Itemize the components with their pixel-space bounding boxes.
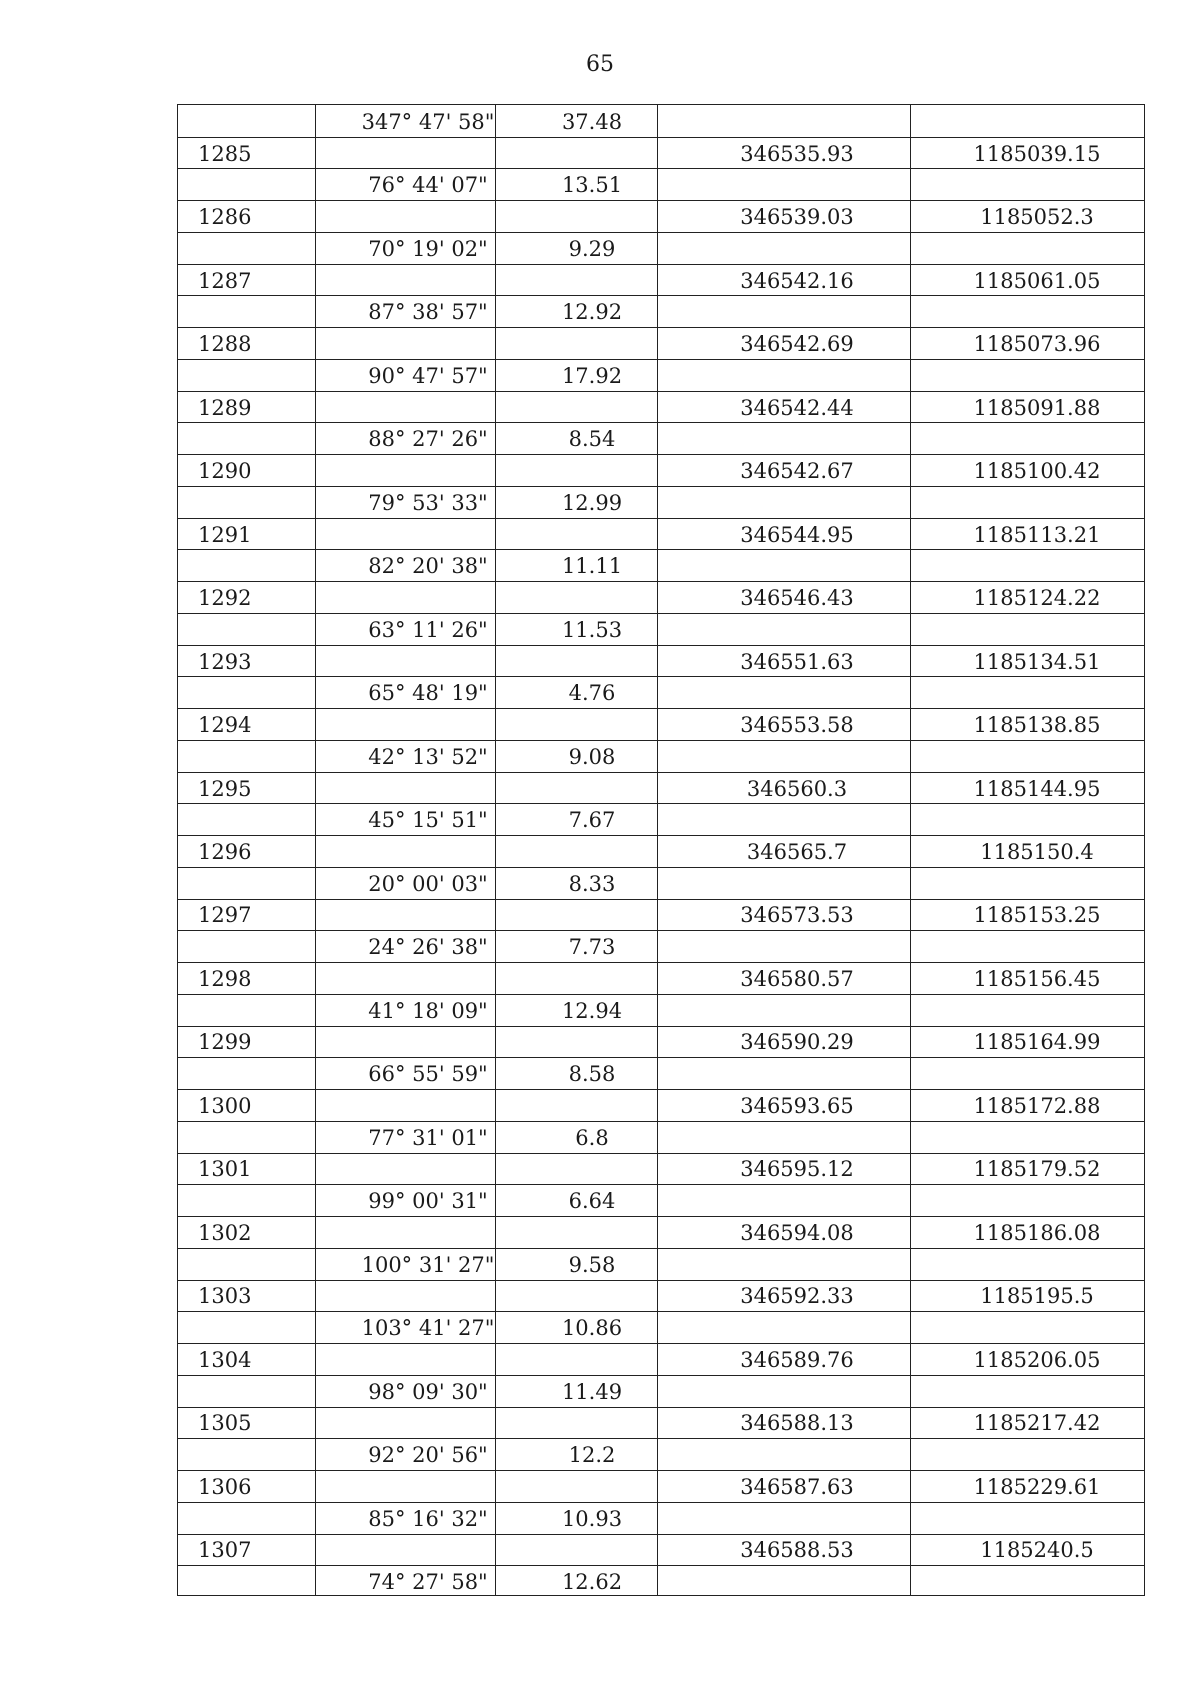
point-id: 1295 [198, 776, 252, 801]
distance-value: 8.33 [568, 871, 616, 896]
bearing-value: 347° 47' 58" [361, 109, 495, 134]
row-divider [178, 1121, 1144, 1122]
point-id: 1306 [198, 1474, 252, 1499]
distance-value: 7.67 [568, 808, 616, 833]
row-divider [178, 422, 1144, 423]
row-divider [178, 708, 1144, 709]
distance-value: 11.11 [561, 554, 623, 579]
row-divider [178, 264, 1144, 265]
bearing-value: 99° 00' 31" [368, 1189, 488, 1214]
point-id: 1286 [198, 205, 252, 230]
northing-value: 346542.67 [740, 459, 854, 484]
bearing-value: 70° 19' 02" [368, 236, 488, 261]
point-id: 1287 [198, 268, 252, 293]
point-id: 1288 [198, 332, 252, 357]
distance-value: 12.62 [561, 1570, 623, 1595]
row-divider [178, 676, 1144, 677]
bearing-value: 85° 16' 32" [368, 1506, 488, 1531]
bearing-value: 76° 44' 07" [368, 173, 488, 198]
northing-value: 346588.53 [740, 1538, 854, 1563]
point-id: 1285 [198, 141, 252, 166]
point-id: 1297 [198, 903, 252, 928]
bearing-value: 88° 27' 26" [368, 427, 488, 452]
northing-value: 346587.63 [740, 1474, 854, 1499]
easting-value: 1185091.88 [973, 395, 1101, 420]
northing-value: 346565.7 [746, 840, 848, 864]
distance-value: 10.93 [561, 1506, 623, 1531]
point-id: 1305 [198, 1411, 252, 1436]
northing-value: 346535.93 [740, 141, 854, 166]
northing-value: 346590.29 [740, 1030, 854, 1055]
row-divider [178, 359, 1144, 360]
northing-value: 346542.69 [740, 332, 854, 357]
easting-value: 1185217.42 [973, 1411, 1101, 1436]
point-id: 1292 [198, 586, 252, 611]
row-divider [178, 1502, 1144, 1503]
point-id: 1294 [198, 713, 252, 738]
bearing-value: 90° 47' 57" [368, 363, 488, 388]
row-divider [178, 1026, 1144, 1027]
row-divider [178, 454, 1144, 455]
easting-value: 1185229.61 [973, 1474, 1101, 1499]
distance-value: 12.99 [561, 490, 623, 515]
row-divider [178, 1248, 1144, 1249]
northing-value: 346588.13 [740, 1411, 854, 1436]
bearing-value: 20° 00' 03" [368, 871, 488, 896]
northing-value: 346573.53 [740, 903, 854, 928]
bearing-value: 87° 38' 57" [368, 300, 488, 325]
distance-value: 9.58 [568, 1252, 616, 1277]
distance-value: 8.58 [568, 1062, 616, 1087]
distance-value: 17.92 [561, 363, 623, 388]
bearing-value: 77° 31' 01" [368, 1125, 488, 1150]
bearing-value: 66° 55' 59" [368, 1062, 488, 1087]
column-divider [657, 105, 658, 1595]
bearing-value: 41° 18' 09" [368, 998, 488, 1023]
easting-value: 1185240.5 [980, 1538, 1094, 1563]
northing-value: 346593.65 [740, 1093, 854, 1118]
row-divider [178, 486, 1144, 487]
bearing-value: 79° 53' 33" [368, 490, 488, 515]
row-divider [178, 518, 1144, 519]
row-divider [178, 803, 1144, 804]
easting-value: 1185179.52 [973, 1157, 1101, 1182]
row-divider [178, 1216, 1144, 1217]
point-id: 1303 [198, 1284, 252, 1309]
easting-value: 1185186.08 [973, 1220, 1101, 1245]
point-id: 1299 [198, 1030, 252, 1055]
point-id: 1291 [198, 522, 252, 547]
northing-value: 346560.3 [746, 776, 848, 801]
distance-value: 7.73 [568, 935, 616, 960]
northing-value: 346580.57 [740, 966, 854, 991]
northing-value: 346542.16 [740, 268, 854, 293]
bearing-value: 103° 41' 27" [361, 1316, 495, 1341]
row-divider [178, 581, 1144, 582]
row-divider [178, 1089, 1144, 1090]
easting-value: 1185073.96 [973, 332, 1101, 357]
bearing-value: 92° 20' 56" [368, 1443, 488, 1468]
point-id: 1301 [198, 1157, 252, 1182]
easting-value: 1185061.05 [973, 268, 1101, 293]
northing-value: 346594.08 [740, 1220, 854, 1245]
row-divider [178, 137, 1144, 138]
distance-value: 13.51 [561, 173, 623, 198]
row-divider [178, 899, 1144, 900]
row-divider [178, 613, 1144, 614]
point-id: 1304 [198, 1347, 252, 1372]
northing-value: 346544.95 [740, 522, 854, 547]
bearing-value: 24° 26' 38" [368, 935, 488, 960]
bearing-value: 74° 27' 58" [368, 1570, 488, 1595]
bearing-value: 45° 15' 51" [368, 808, 488, 833]
row-divider [178, 1280, 1144, 1281]
bearing-value: 42° 13' 52" [368, 744, 488, 769]
row-divider [178, 962, 1144, 963]
row-divider [178, 1311, 1144, 1312]
easting-value: 1185138.85 [973, 713, 1101, 738]
northing-value: 346553.58 [740, 713, 854, 738]
bearing-value: 82° 20' 38" [368, 554, 488, 579]
row-divider [178, 1184, 1144, 1185]
easting-value: 1185195.5 [980, 1284, 1094, 1309]
bearing-value: 98° 09' 30" [368, 1379, 488, 1404]
easting-value: 1185134.51 [973, 649, 1101, 674]
row-divider [178, 1565, 1144, 1566]
row-divider [178, 168, 1144, 169]
distance-value: 6.64 [568, 1189, 616, 1214]
distance-value: 12.92 [561, 300, 623, 325]
distance-value: 6.8 [575, 1125, 609, 1150]
easting-value: 1185113.21 [973, 522, 1101, 547]
easting-value: 1185039.15 [973, 141, 1101, 166]
distance-value: 8.54 [568, 427, 616, 452]
row-divider [178, 867, 1144, 868]
bearing-value: 100° 31' 27" [361, 1252, 495, 1277]
easting-value: 1185052.3 [980, 205, 1094, 230]
page-number: 65 [586, 52, 614, 77]
row-divider [178, 645, 1144, 646]
survey-table [177, 104, 1145, 1596]
point-id: 1296 [198, 840, 252, 864]
row-divider [178, 327, 1144, 328]
row-divider [178, 200, 1144, 201]
northing-value: 346539.03 [740, 205, 854, 230]
northing-value: 346546.43 [740, 586, 854, 611]
distance-value: 11.53 [561, 617, 623, 642]
row-divider [178, 295, 1144, 296]
row-divider [178, 835, 1144, 836]
row-divider [178, 740, 1144, 741]
row-divider [178, 1438, 1144, 1439]
point-id: 1300 [198, 1093, 252, 1118]
bearing-value: 65° 48' 19" [368, 681, 488, 706]
row-divider [178, 232, 1144, 233]
distance-value: 10.86 [561, 1316, 623, 1341]
easting-value: 1185206.05 [973, 1347, 1101, 1372]
northing-value: 346542.44 [740, 395, 854, 420]
distance-value: 9.08 [568, 744, 616, 769]
distance-value: 4.76 [568, 681, 616, 706]
point-id: 1298 [198, 966, 252, 991]
easting-value: 1185153.25 [973, 903, 1101, 928]
column-divider [495, 105, 496, 1595]
distance-value: 11.49 [561, 1379, 623, 1404]
distance-value: 12.2 [568, 1443, 616, 1468]
point-id: 1289 [198, 395, 252, 420]
row-divider [178, 1470, 1144, 1471]
northing-value: 346551.63 [740, 649, 854, 674]
row-divider [178, 772, 1144, 773]
row-divider [178, 1375, 1144, 1376]
row-divider [178, 1153, 1144, 1154]
row-divider [178, 1343, 1144, 1344]
column-divider [315, 105, 316, 1595]
row-divider [178, 1534, 1144, 1535]
easting-value: 1185156.45 [973, 966, 1101, 991]
easting-value: 1185172.88 [973, 1093, 1101, 1118]
point-id: 1307 [198, 1538, 252, 1563]
distance-value: 9.29 [568, 236, 616, 261]
row-divider [178, 930, 1144, 931]
point-id: 1290 [198, 459, 252, 484]
northing-value: 346589.76 [740, 1347, 854, 1372]
easting-value: 1185144.95 [973, 776, 1101, 801]
northing-value: 346592.33 [740, 1284, 854, 1309]
row-divider [178, 549, 1144, 550]
point-id: 1302 [198, 1220, 252, 1245]
distance-value: 37.48 [561, 109, 623, 134]
point-id: 1293 [198, 649, 252, 674]
northing-value: 346595.12 [740, 1157, 854, 1182]
bearing-value: 63° 11' 26" [368, 617, 488, 642]
easting-value: 1185100.42 [973, 459, 1101, 484]
easting-value: 1185164.99 [973, 1030, 1101, 1055]
row-divider [178, 391, 1144, 392]
easting-value: 1185124.22 [973, 586, 1101, 611]
distance-value: 12.94 [561, 998, 623, 1023]
row-divider [178, 1057, 1144, 1058]
easting-value: 1185150.4 [980, 840, 1094, 864]
row-divider [178, 994, 1144, 995]
row-divider [178, 1407, 1144, 1408]
